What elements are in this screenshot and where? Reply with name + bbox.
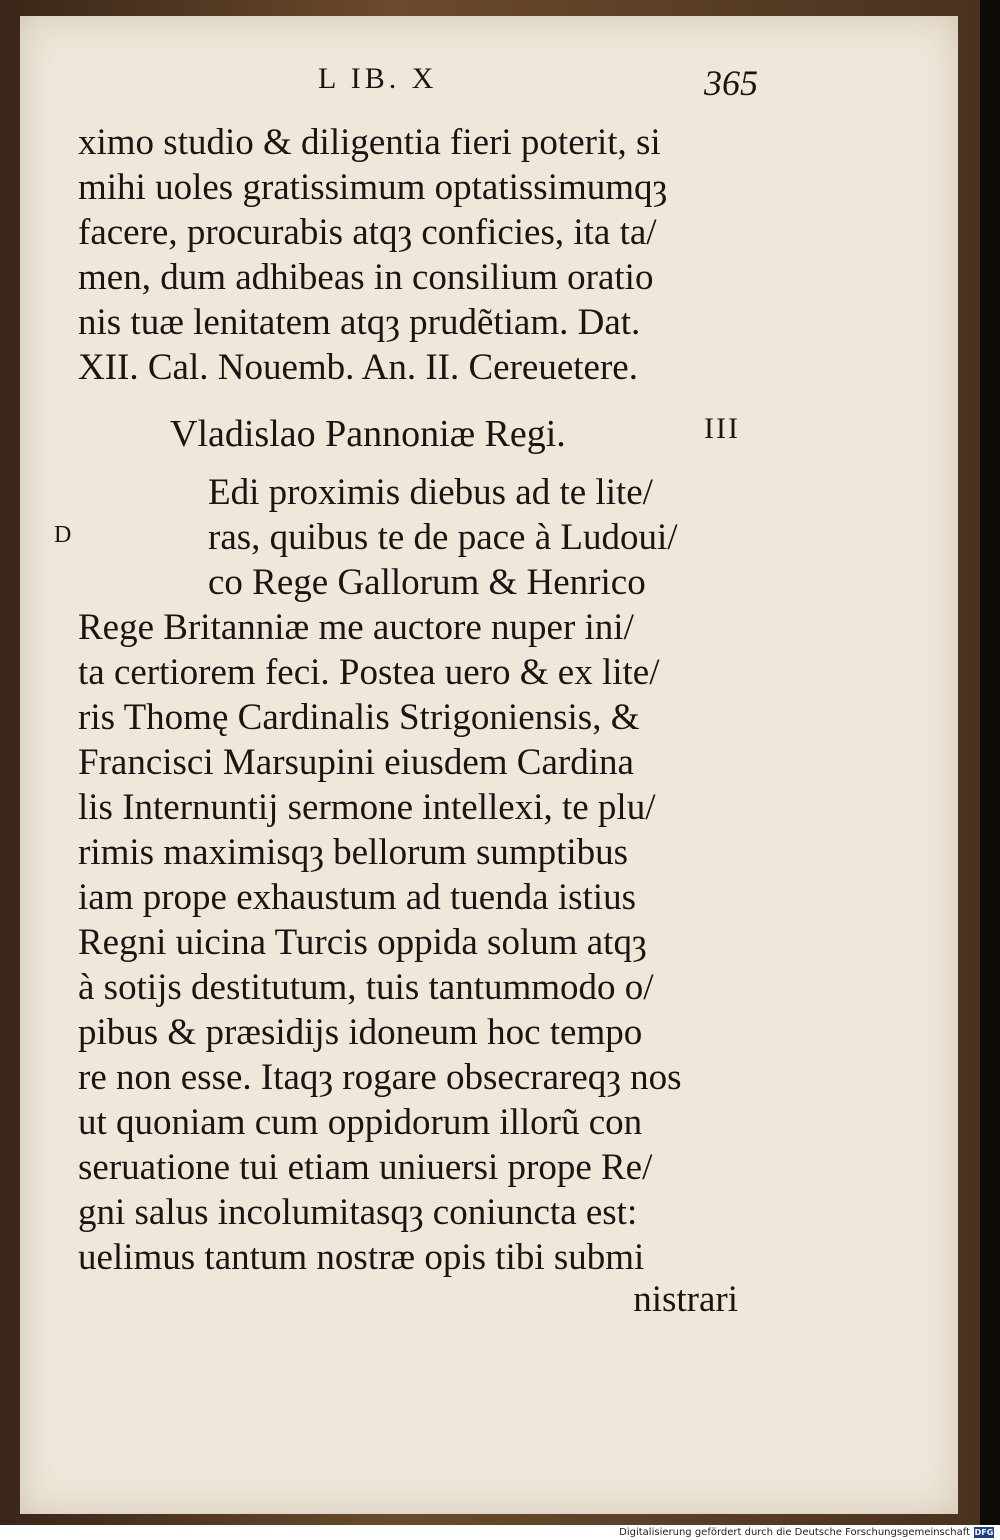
text-line: XII. Cal. Nouemb. An. II. Cereuetere. [78,347,638,388]
text-line: seruatione tui etiam uniuersi prope Re/ [78,1147,653,1188]
text-line: co Rege Gallorum & Henrico [208,562,646,603]
text-line: Edi proximis diebus ad te lite/ [208,472,653,513]
running-head: L IB. X [318,62,438,95]
text-line: men, dum adhibeas in consilium oratio [78,257,654,298]
text-line: Francisci Marsupini eiusdem Cardina [78,742,634,783]
letter-heading [170,412,740,462]
text-line: rimis maximisqȝ bellorum sumptibus [78,832,629,873]
text-line: ut quoniam cum oppidorum illorũ con [78,1102,643,1143]
catchword: nistrari [633,1279,738,1320]
text-line: ris Thomę Cardinalis Strigoniensis, & [78,697,640,738]
text-line: re non esse. Itaqȝ rogare obsecrareqȝ nos [78,1057,682,1098]
text-line: pibus & præsidijs idoneum hoc tempo [78,1012,643,1053]
drop-initial: D [54,522,72,548]
text-line: mihi uoles gratissimum optatissimumqȝ [78,167,668,208]
text-line: ximo studio & diligentia fieri poterit, si [78,122,661,163]
text-line: lis Internuntij sermone intellexi, te plu/ [78,787,656,828]
letter-body [78,470,768,1280]
text-line: nis tuæ lenitatem atqȝ prudẽtiam. Dat. [78,302,641,343]
body-text-top [78,120,768,390]
text-line: à sotijs destitutum, tuis tantummodo o/ [78,967,654,1008]
letter-number: III [704,412,740,445]
footer-bar [0,1525,1000,1540]
page-header [318,62,758,110]
letter-title: Vladislao Pannoniæ Regi. [170,413,566,455]
text-line: gni salus incolumitasqȝ coniuncta est: [78,1192,638,1233]
text-line: ras, quibus te de pace à Ludoui/ [208,517,678,558]
funding-credit: Digitalisierung gefördert durch die Deutsche Forschungsgemeinschaft [619,1527,970,1538]
text-line: facere, procurabis atqȝ conficies, ita ta/ [78,212,657,253]
text-line: iam prope exhaustum ad tuenda istius [78,877,636,918]
text-line: uelimus tantum nostræ opis tibi submi [78,1237,645,1278]
page-number: 365 [704,63,758,103]
text-line: ta certiorem feci. Postea uero & ex lite/ [78,652,660,693]
text-line: Rege Britanniæ me auctore nuper ini/ [78,607,634,648]
text-line: Regni uicina Turcis oppida solum atqȝ [78,922,647,963]
dfg-logo: DFG [974,1528,994,1537]
